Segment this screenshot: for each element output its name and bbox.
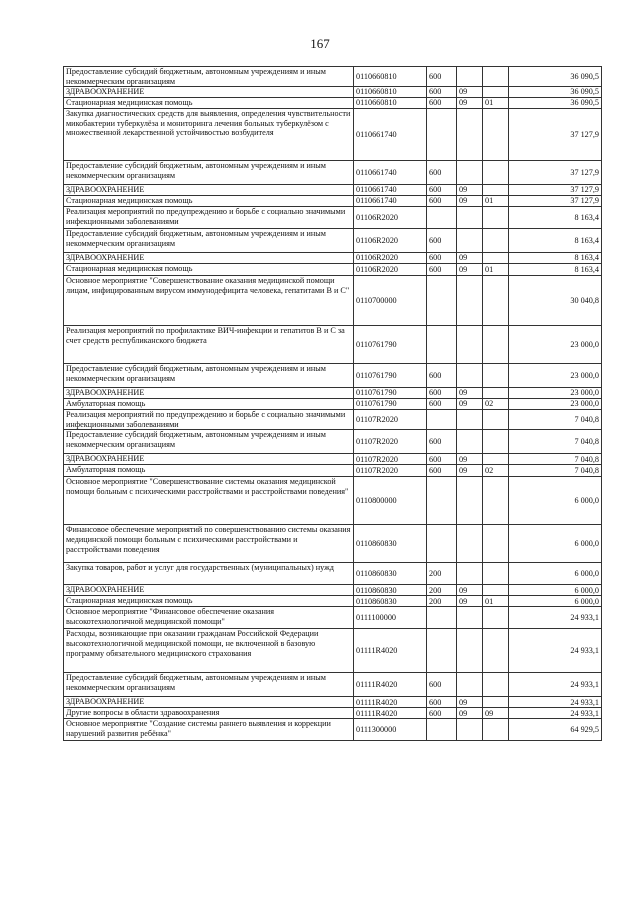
table-row <box>64 585 602 596</box>
row-code-3: 01 <box>483 98 509 109</box>
page-number: 167 <box>310 36 330 51</box>
row-code: 01107R2020 <box>354 410 427 430</box>
row-code: 0110661740 <box>354 185 427 196</box>
row-code-1: 200 <box>427 596 457 607</box>
row-code-3: 01 <box>483 196 509 207</box>
row-code: 01107R2020 <box>354 454 427 465</box>
row-code-3 <box>483 161 509 185</box>
row-code-1 <box>427 477 457 525</box>
row-code: 0110660810 <box>354 98 427 109</box>
row-sum: 23 000,0 <box>509 399 602 410</box>
row-code-1: 600 <box>427 98 457 109</box>
row-sum: 24 933,1 <box>509 673 602 697</box>
row-sum: 8 163,4 <box>509 253 602 264</box>
row-code-2: 09 <box>457 253 483 264</box>
row-code-2: 09 <box>457 708 483 719</box>
row-code-2 <box>457 229 483 253</box>
row-code-2: 09 <box>457 98 483 109</box>
row-code-3 <box>483 719 509 741</box>
row-name: Предоставление субсидий бюджетным, автономным учреждениям и иным некоммерческим организациям <box>64 67 354 87</box>
table-row <box>64 264 602 276</box>
row-code-3 <box>483 229 509 253</box>
row-code: 0110860830 <box>354 585 427 596</box>
row-name: Основное мероприятие "Финансовое обеспечение оказания высокотехнологичной медицинской помощи" <box>64 607 354 629</box>
table-row <box>64 161 602 185</box>
row-code-1 <box>427 207 457 229</box>
row-code-2: 09 <box>457 87 483 98</box>
row-code-3 <box>483 585 509 596</box>
row-code-2 <box>457 477 483 525</box>
row-sum: 37 127,9 <box>509 185 602 196</box>
row-name: Предоставление субсидий бюджетным, автономным учреждениям и иным некоммерческим организациям <box>64 229 354 253</box>
row-name: Основное мероприятие "Совершенствование оказания медицинской помощи лицам, инфицированным вирусом иммунодефицита человека, гепатитами B и C" <box>64 276 354 326</box>
row-code: 0110661740 <box>354 109 427 161</box>
row-name: Стационарная медицинская помощь <box>64 98 354 109</box>
row-sum: 36 090,5 <box>509 67 602 87</box>
row-name: ЗДРАВООХРАНЕНИЕ <box>64 697 354 708</box>
row-code-3: 01 <box>483 264 509 276</box>
row-sum: 23 000,0 <box>509 364 602 388</box>
row-sum: 23 000,0 <box>509 388 602 399</box>
row-code-1: 200 <box>427 563 457 585</box>
row-code-3 <box>483 454 509 465</box>
row-code: 0110661740 <box>354 196 427 207</box>
row-name: Стационарная медицинская помощь <box>64 596 354 607</box>
row-code-1: 600 <box>427 430 457 454</box>
row-name: Предоставление субсидий бюджетным, автономным учреждениям и иным некоммерческим организациям <box>64 364 354 388</box>
row-code: 0110761790 <box>354 326 427 364</box>
row-code-1: 600 <box>427 253 457 264</box>
row-code-2 <box>457 410 483 430</box>
row-code-2: 09 <box>457 399 483 410</box>
row-code: 0110860830 <box>354 525 427 563</box>
row-sum: 7 040,8 <box>509 465 602 477</box>
row-name: Основное мероприятие "Совершенствование системы оказания медицинской помощи больным с психическими расстройствами и расстройствами поведения" <box>64 477 354 525</box>
row-code: 01106R2020 <box>354 207 427 229</box>
row-code-3 <box>483 185 509 196</box>
row-code-1: 600 <box>427 673 457 697</box>
row-name: Закупка диагностических средств для выявления, определения чувствительности микобактерии туберкулёза и мониторинга лечения больных туберкулёзом с множественной лекарственной устойчивостью возбудителя <box>64 109 354 161</box>
table-row <box>64 410 602 430</box>
row-code-2 <box>457 207 483 229</box>
row-code: 01106R2020 <box>354 253 427 264</box>
row-code-2: 09 <box>457 454 483 465</box>
table-row <box>64 607 602 629</box>
table-row <box>64 98 602 109</box>
row-sum: 37 127,9 <box>509 161 602 185</box>
row-code-1: 600 <box>427 399 457 410</box>
row-sum: 8 163,4 <box>509 207 602 229</box>
row-code: 0110800000 <box>354 477 427 525</box>
row-code: 0110860830 <box>354 563 427 585</box>
row-code-1: 600 <box>427 185 457 196</box>
row-code-1: 600 <box>427 67 457 87</box>
table-row <box>64 399 602 410</box>
row-code-2 <box>457 430 483 454</box>
row-sum: 6 000,0 <box>509 585 602 596</box>
row-code-1 <box>427 607 457 629</box>
row-code-1 <box>427 629 457 673</box>
row-code-2 <box>457 109 483 161</box>
row-code-3 <box>483 563 509 585</box>
row-name: Предоставление субсидий бюджетным, автономным учреждениям и иным некоммерческим организациям <box>64 430 354 454</box>
table-row <box>64 253 602 264</box>
row-sum: 8 163,4 <box>509 264 602 276</box>
row-sum: 7 040,8 <box>509 410 602 430</box>
table-row <box>64 207 602 229</box>
row-sum: 23 000,0 <box>509 326 602 364</box>
row-code-1: 600 <box>427 364 457 388</box>
row-name: Амбулаторная помощь <box>64 465 354 477</box>
row-name: Закупка товаров, работ и услуг для государственных (муниципальных) нужд <box>64 563 354 585</box>
row-code: 01106R2020 <box>354 264 427 276</box>
table-row <box>64 67 602 87</box>
row-code-3 <box>483 477 509 525</box>
row-code-2 <box>457 719 483 741</box>
row-code-1: 600 <box>427 161 457 185</box>
table-row <box>64 673 602 697</box>
row-code-2: 09 <box>457 196 483 207</box>
row-code-1: 600 <box>427 388 457 399</box>
row-code: 01107R2020 <box>354 465 427 477</box>
row-sum: 24 933,1 <box>509 629 602 673</box>
row-code-3: 02 <box>483 465 509 477</box>
table-row <box>64 454 602 465</box>
row-code-1: 600 <box>427 196 457 207</box>
row-sum: 64 929,5 <box>509 719 602 741</box>
row-code-1: 600 <box>427 454 457 465</box>
row-name: ЗДРАВООХРАНЕНИЕ <box>64 87 354 98</box>
row-code-3 <box>483 388 509 399</box>
row-code-3 <box>483 67 509 87</box>
row-sum: 24 933,1 <box>509 607 602 629</box>
row-code-3 <box>483 697 509 708</box>
row-sum: 6 000,0 <box>509 525 602 563</box>
row-code-1: 600 <box>427 87 457 98</box>
row-code-1: 600 <box>427 697 457 708</box>
row-sum: 24 933,1 <box>509 708 602 719</box>
row-code-3 <box>483 326 509 364</box>
row-sum: 8 163,4 <box>509 229 602 253</box>
row-sum: 36 090,5 <box>509 87 602 98</box>
row-name: Основное мероприятие "Создание системы раннего выявления и коррекции нарушений развития ребёнка" <box>64 719 354 741</box>
row-sum: 7 040,8 <box>509 454 602 465</box>
table-row <box>64 276 602 326</box>
row-code-1 <box>427 525 457 563</box>
row-sum: 36 090,5 <box>509 98 602 109</box>
row-sum: 37 127,9 <box>509 109 602 161</box>
row-code-3 <box>483 525 509 563</box>
row-name: ЗДРАВООХРАНЕНИЕ <box>64 388 354 399</box>
row-code-2: 09 <box>457 596 483 607</box>
row-name: ЗДРАВООХРАНЕНИЕ <box>64 253 354 264</box>
row-code-3: 01 <box>483 596 509 607</box>
row-code: 0110660810 <box>354 67 427 87</box>
row-code-2: 09 <box>457 465 483 477</box>
table-row <box>64 430 602 454</box>
row-code-3 <box>483 276 509 326</box>
row-sum: 7 040,8 <box>509 430 602 454</box>
row-code: 0110661740 <box>354 161 427 185</box>
row-name: Стационарная медицинская помощь <box>64 264 354 276</box>
row-code: 0111300000 <box>354 719 427 741</box>
row-name: Стационарная медицинская помощь <box>64 196 354 207</box>
row-code-2 <box>457 276 483 326</box>
row-code: 01107R2020 <box>354 430 427 454</box>
row-code-2: 09 <box>457 185 483 196</box>
row-code-1: 600 <box>427 264 457 276</box>
row-name: Реализация мероприятий по предупреждению и борьбе с социально значимыми инфекционными заболеваниями <box>64 410 354 430</box>
row-code-1 <box>427 719 457 741</box>
row-name: Реализация мероприятий по профилактике ВИЧ-инфекции и гепатитов B и C за счет средств республиканского бюджета <box>64 326 354 364</box>
row-name: ЗДРАВООХРАНЕНИЕ <box>64 185 354 196</box>
row-code: 01111R4020 <box>354 629 427 673</box>
table-row <box>64 596 602 607</box>
table-row <box>64 465 602 477</box>
row-code: 0110761790 <box>354 388 427 399</box>
row-name: Реализация мероприятий по предупреждению и борьбе с социально значимыми инфекционными заболеваниями <box>64 207 354 229</box>
row-code-1: 600 <box>427 708 457 719</box>
row-name: Расходы, возникающие при оказании гражданам Российской Федерации высокотехнологичной медицинской помощи, не включенной в базовую программу обязательного медицинского страхования <box>64 629 354 673</box>
row-code-2 <box>457 629 483 673</box>
row-code-3 <box>483 253 509 264</box>
row-sum: 24 933,1 <box>509 697 602 708</box>
row-code-3 <box>483 364 509 388</box>
row-code-3 <box>483 629 509 673</box>
table-row <box>64 196 602 207</box>
row-code-2 <box>457 673 483 697</box>
row-code-2 <box>457 326 483 364</box>
row-code-3: 02 <box>483 399 509 410</box>
table-row <box>64 477 602 525</box>
table-row <box>64 326 602 364</box>
row-sum: 6 000,0 <box>509 563 602 585</box>
row-code-3 <box>483 109 509 161</box>
row-code-3 <box>483 410 509 430</box>
row-code-2: 09 <box>457 264 483 276</box>
row-code: 0110761790 <box>354 399 427 410</box>
row-name: ЗДРАВООХРАНЕНИЕ <box>64 585 354 596</box>
row-code-3 <box>483 87 509 98</box>
table-row <box>64 388 602 399</box>
table-row <box>64 185 602 196</box>
row-code-2 <box>457 563 483 585</box>
table-row <box>64 229 602 253</box>
row-code-1 <box>427 276 457 326</box>
row-sum: 37 127,9 <box>509 196 602 207</box>
row-code: 0110660810 <box>354 87 427 98</box>
row-code-1 <box>427 410 457 430</box>
row-code-2: 09 <box>457 388 483 399</box>
row-code-3 <box>483 607 509 629</box>
row-code: 0110761790 <box>354 364 427 388</box>
table-row <box>64 563 602 585</box>
table-row <box>64 109 602 161</box>
row-code-2 <box>457 525 483 563</box>
table-row <box>64 629 602 673</box>
row-code-2 <box>457 607 483 629</box>
row-name: Финансовое обеспечение мероприятий по совершенствованию системы оказания медицинской помощи больным с психическими расстройствами и расстройствами поведения <box>64 525 354 563</box>
row-code: 0111100000 <box>354 607 427 629</box>
row-code-2: 09 <box>457 585 483 596</box>
row-code-1: 600 <box>427 229 457 253</box>
row-name: Другие вопросы в области здравоохранения <box>64 708 354 719</box>
row-name: ЗДРАВООХРАНЕНИЕ <box>64 454 354 465</box>
table-row <box>64 697 602 708</box>
table-row <box>64 708 602 719</box>
row-code-3 <box>483 207 509 229</box>
row-code-2 <box>457 161 483 185</box>
row-name: Амбулаторная помощь <box>64 399 354 410</box>
row-code-2 <box>457 364 483 388</box>
row-name: Предоставление субсидий бюджетным, автономным учреждениям и иным некоммерческим организациям <box>64 161 354 185</box>
row-code-2 <box>457 67 483 87</box>
budget-table-body <box>64 67 602 741</box>
row-code: 0110860830 <box>354 596 427 607</box>
row-code-1 <box>427 326 457 364</box>
row-sum: 30 040,8 <box>509 276 602 326</box>
row-code-3: 09 <box>483 708 509 719</box>
row-code: 01106R2020 <box>354 229 427 253</box>
row-code-1 <box>427 109 457 161</box>
row-code: 01111R4020 <box>354 708 427 719</box>
row-code: 01111R4020 <box>354 697 427 708</box>
row-sum: 6 000,0 <box>509 477 602 525</box>
row-code-3 <box>483 673 509 697</box>
row-code: 0110700000 <box>354 276 427 326</box>
row-code-3 <box>483 430 509 454</box>
row-code-1: 200 <box>427 585 457 596</box>
row-name: Предоставление субсидий бюджетным, автономным учреждениям и иным некоммерческим организациям <box>64 673 354 697</box>
row-code: 01111R4020 <box>354 673 427 697</box>
table-row <box>64 364 602 388</box>
row-sum: 6 000,0 <box>509 596 602 607</box>
table-row <box>64 87 602 98</box>
budget-table <box>63 66 602 741</box>
table-row <box>64 525 602 563</box>
row-code-1: 600 <box>427 465 457 477</box>
row-code-2: 09 <box>457 697 483 708</box>
table-row <box>64 719 602 741</box>
